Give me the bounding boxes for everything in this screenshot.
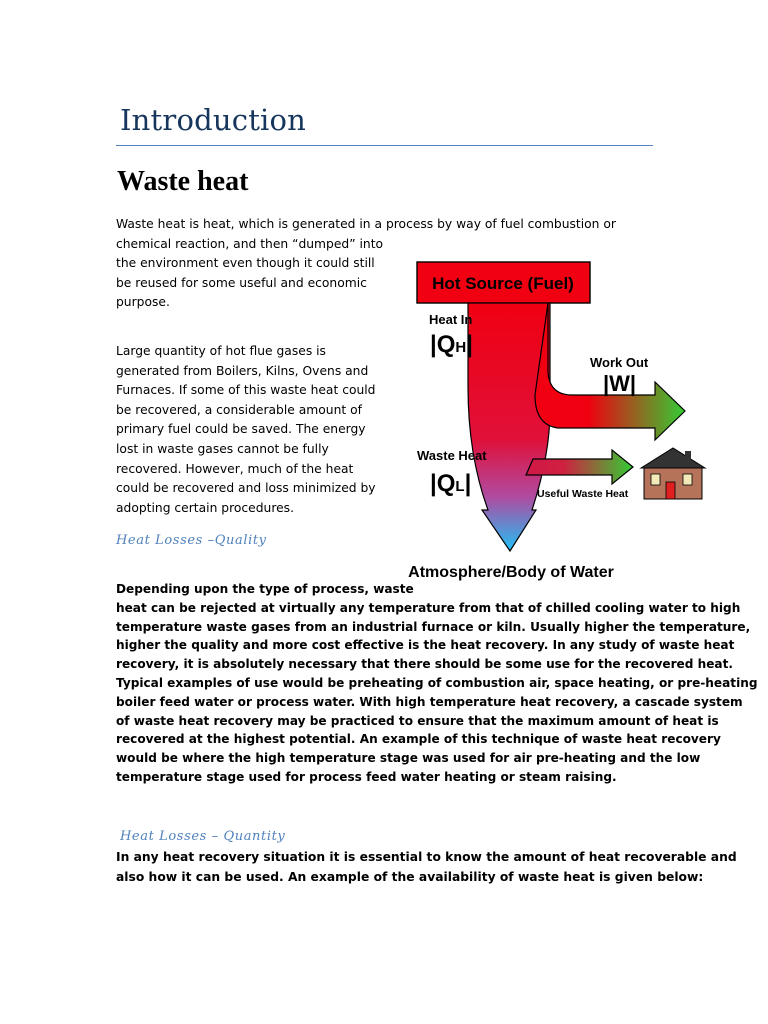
- paragraph-line: would be where the high temperature stage was used for air pre-heating and the low: [116, 751, 701, 766]
- ql-symbol: |Q: [430, 470, 456, 497]
- paragraph-line: could be recovered and loss minimized by: [116, 481, 376, 496]
- subheading-heat-losses-quality: Heat Losses –Quality: [116, 533, 267, 548]
- qh-symbol: |Q: [430, 331, 456, 358]
- intro-paragraph-rest: [116, 254, 376, 313]
- qh-subscript: H: [455, 339, 467, 356]
- paragraph-line: primary fuel could be saved. The energy: [116, 422, 366, 437]
- paragraph-line: Furnaces. If some of this waste heat could: [116, 383, 376, 398]
- page-title: Introduction: [120, 103, 307, 137]
- waste-heat-label: Waste Heat: [417, 448, 487, 463]
- paragraph-line: recovered. However, much of the heat: [116, 461, 354, 476]
- paragraph-line: Large quantity of hot flue gases is: [116, 344, 326, 358]
- paragraph-line: lost in waste gases cannot be fully: [116, 441, 329, 456]
- work-out-label: Work Out: [590, 355, 649, 370]
- intro-line-2: chemical reaction, and then “dumped” into: [116, 236, 384, 251]
- paragraph-line: also how it can be used. An example of the availability of waste heat is given below:: [116, 869, 704, 884]
- paragraph-line: Depending upon the type of process, waste: [116, 582, 414, 596]
- paragraph-line: heat can be rejected at virtually any temperature from that of chilled cooling water to high: [116, 600, 741, 615]
- flue-gas-paragraph: [116, 342, 376, 518]
- paragraph-line: higher the quality and more cost effective is the heat recovery. In any study of waste heat: [116, 638, 735, 653]
- quantity-paragraph: [116, 848, 737, 887]
- ql-label: |QL|: [430, 470, 472, 497]
- heat-in-label: Heat In: [429, 312, 473, 327]
- paragraph-line: generated from Boilers, Kilns, Ovens and: [116, 363, 369, 378]
- title-underline: [116, 145, 653, 146]
- paragraph-line: adopting certain procedures.: [116, 500, 294, 515]
- intro-line-4: be reused for some useful and economic: [116, 275, 367, 290]
- paragraph-line: recovery, it is absolutely necessary that there should be some use for the recovered heat.: [116, 657, 733, 672]
- paragraph-line: In any heat recovery situation it is essential to know the amount of heat recoverable and: [116, 850, 737, 864]
- intro-line-1: Waste heat is heat, which is generated in a process by way of fuel combustion or: [116, 217, 616, 231]
- house-icon: [641, 448, 705, 499]
- paragraph-line: be recovered, a considerable amount of: [116, 402, 362, 417]
- paragraph-line: Typical examples of use would be preheating of combustion air, space heating, or pre-heating: [116, 675, 758, 690]
- paragraph-line: boiler feed water or process water. With high temperature heat recovery, a cascade system: [116, 694, 743, 709]
- paragraph-line: temperature stage used for process feed water heating or steam raising.: [116, 769, 617, 784]
- heat-engine-diagram: [400, 255, 720, 587]
- section-heading-waste-heat: Waste heat: [117, 166, 249, 197]
- heat-sink-label: Atmosphere/Body of Water: [408, 564, 614, 581]
- ql-subscript: L: [455, 478, 465, 495]
- hot-source-label: Hot Source (Fuel): [432, 274, 574, 293]
- quality-paragraph: [116, 580, 758, 787]
- paragraph-line: temperature waste gases from an industrial furnace or kiln. Usually higher the temperature,: [116, 619, 751, 634]
- paragraph-line: recovered at the highest potential. An example of this technique of waste heat recovery: [116, 732, 721, 747]
- intro-paragraph-head: [116, 215, 616, 254]
- heat-flow-stem: [468, 303, 550, 551]
- subheading-heat-losses-quantity: Heat Losses – Quantity: [120, 829, 286, 844]
- intro-line-5: purpose.: [116, 295, 170, 310]
- useful-waste-heat-label: Useful Waste Heat: [537, 488, 629, 500]
- qh-label: |QH|: [430, 331, 473, 358]
- intro-line-3: the environment even though it could still: [116, 256, 375, 270]
- w-label: |W|: [603, 371, 637, 396]
- paragraph-line: of waste heat recovery may be practiced to ensure that the maximum amount of heat is: [116, 713, 719, 728]
